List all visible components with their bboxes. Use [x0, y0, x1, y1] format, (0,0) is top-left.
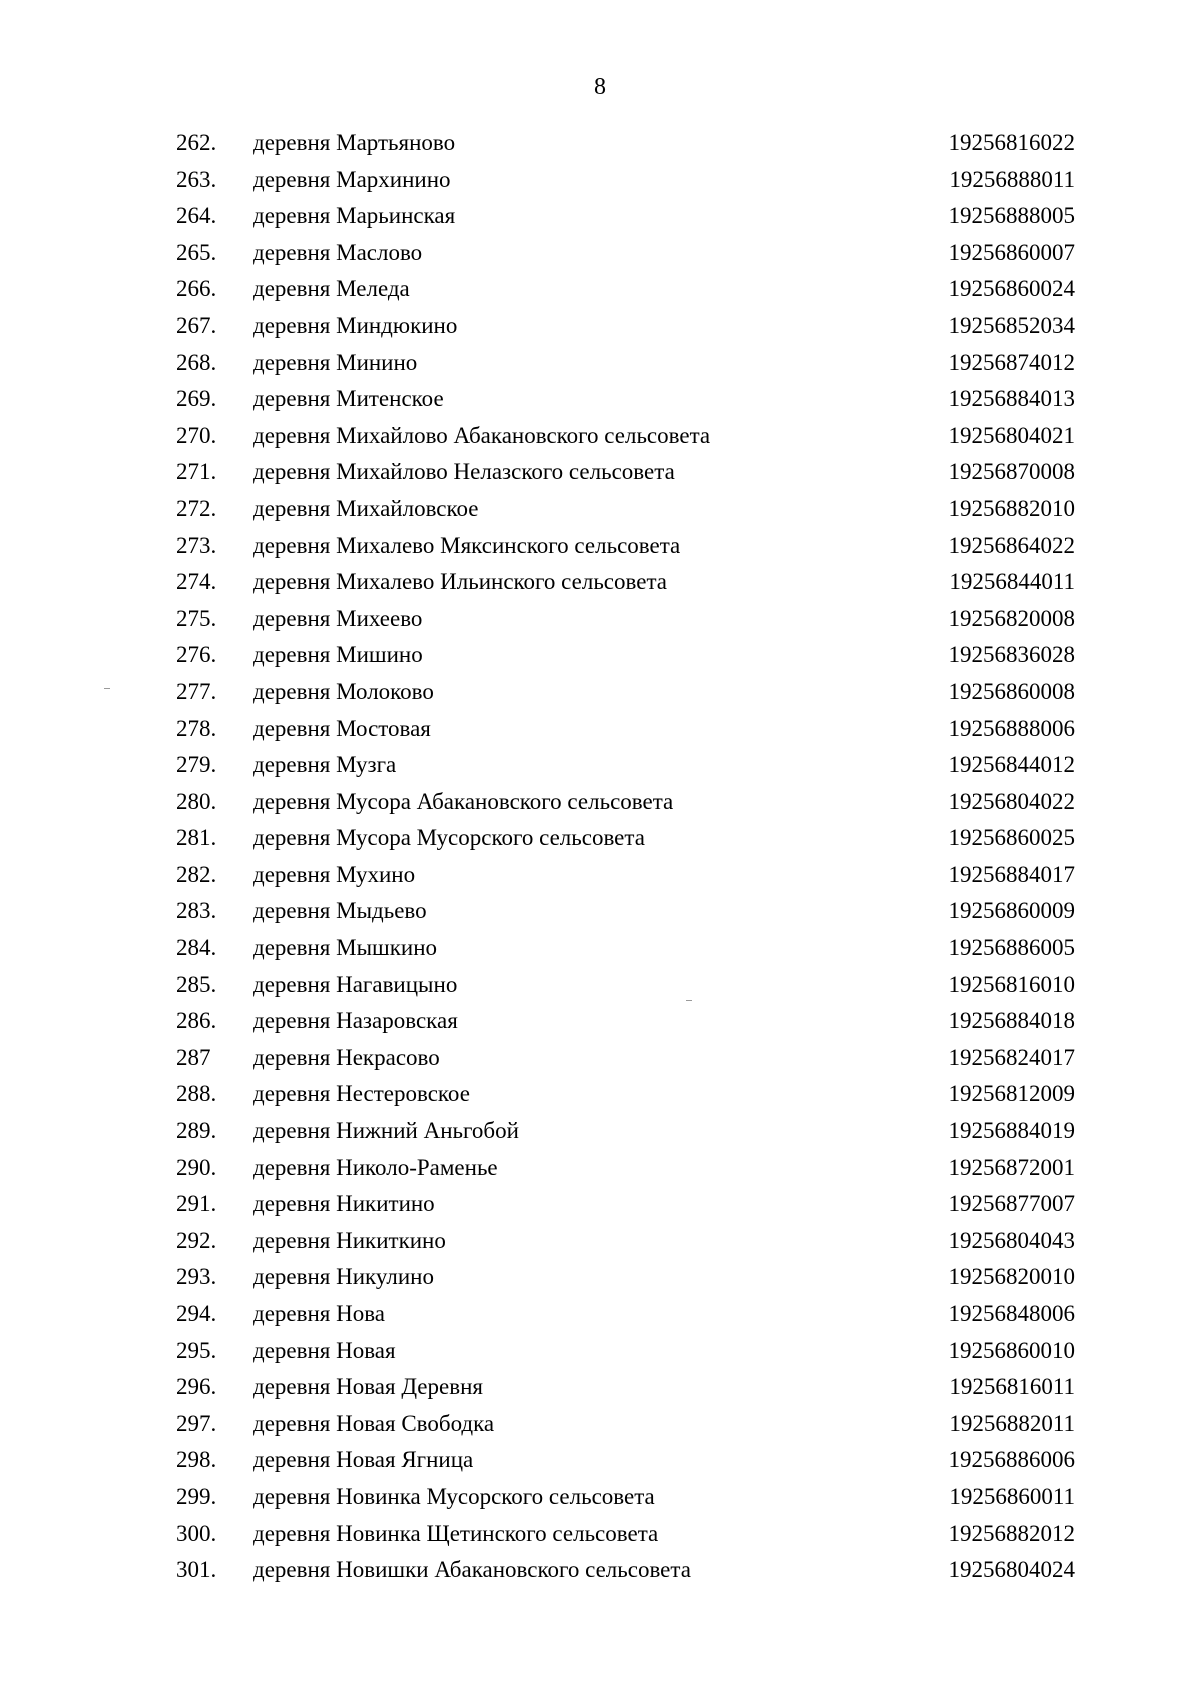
list-item — [0, 1006, 1200, 1043]
oktmo-code: 19256860011 — [949, 1483, 1075, 1509]
list-item — [0, 494, 1200, 531]
item-number: 290. — [176, 1154, 217, 1180]
item-number: 301. — [176, 1557, 217, 1583]
oktmo-code: 19256816022 — [948, 130, 1075, 155]
settlement-name: деревня Нагавицыно — [253, 971, 458, 997]
settlement-name: деревня Мышкино — [253, 935, 438, 961]
settlement-name: деревня Мусора Абакановского сельсовета — [253, 788, 674, 814]
settlement-name: деревня Мыдьево — [253, 898, 427, 924]
oktmo-code: 19256860024 — [948, 276, 1075, 302]
oktmo-code: 19256874012 — [948, 349, 1075, 375]
list-item — [0, 384, 1200, 421]
list-item — [0, 750, 1200, 787]
settlement-name: деревня Митенское — [253, 386, 444, 412]
oktmo-code: 19256848006 — [948, 1301, 1075, 1326]
list-item — [0, 787, 1200, 824]
list-item — [0, 1079, 1200, 1116]
oktmo-code: 19256852034 — [948, 312, 1075, 338]
item-number: 282. — [176, 861, 217, 887]
settlement-name: деревня Никулино — [253, 1264, 434, 1290]
oktmo-code: 19256877007 — [948, 1191, 1075, 1217]
settlement-name: деревня Новая — [253, 1337, 396, 1363]
item-number: 280. — [176, 788, 217, 814]
list-item — [0, 457, 1200, 494]
item-number: 281. — [176, 825, 217, 851]
settlement-name: деревня Некрасово — [253, 1044, 440, 1070]
oktmo-code: 19256860007 — [948, 239, 1075, 265]
item-number: 284. — [176, 935, 217, 961]
list-item — [0, 531, 1200, 568]
item-number: 268. — [176, 349, 217, 375]
list-item — [0, 1409, 1200, 1446]
list-item — [0, 604, 1200, 641]
oktmo-code: 19256844011 — [949, 569, 1075, 595]
item-number: 274. — [176, 569, 217, 595]
item-number: 299. — [176, 1483, 217, 1509]
item-number: 272. — [176, 495, 217, 521]
oktmo-code: 19256860025 — [948, 825, 1075, 851]
item-number: 267. — [176, 312, 217, 338]
item-number: 291. — [176, 1191, 217, 1217]
settlement-name: деревня Нова — [253, 1301, 385, 1326]
settlement-name: деревня Минино — [253, 349, 418, 375]
item-number: 283. — [176, 898, 217, 924]
list-item — [0, 1262, 1200, 1299]
oktmo-code: 19256884019 — [948, 1118, 1075, 1144]
oktmo-code: 19256888006 — [948, 715, 1075, 741]
oktmo-code: 19256888011 — [949, 166, 1075, 192]
oktmo-code: 19256886006 — [948, 1447, 1075, 1473]
oktmo-code: 19256860008 — [948, 678, 1075, 704]
list-item — [0, 1555, 1200, 1592]
settlement-name: деревня Михайлово Абакановского сельсовета — [253, 422, 711, 448]
item-number: 285. — [176, 971, 217, 997]
oktmo-code: 19256804022 — [948, 788, 1075, 814]
item-number: 275. — [176, 605, 217, 631]
list-item — [0, 1043, 1200, 1080]
scan-speck — [104, 688, 110, 689]
oktmo-code: 19256884013 — [948, 386, 1075, 412]
oktmo-code: 19256864022 — [948, 532, 1075, 558]
oktmo-code: 19256882011 — [949, 1410, 1075, 1436]
list-item — [0, 567, 1200, 604]
settlement-name: деревня Нестеровское — [253, 1081, 470, 1107]
item-number: 271. — [176, 459, 217, 485]
list-item — [0, 348, 1200, 385]
oktmo-code: 19256884018 — [948, 1008, 1075, 1034]
item-number: 278. — [176, 715, 217, 741]
list-item — [0, 1153, 1200, 1190]
settlement-name: деревня Мусора Мусорского сельсовета — [253, 825, 645, 851]
list-item — [0, 1116, 1200, 1153]
item-number: 287 — [176, 1044, 211, 1070]
item-number: 269. — [176, 386, 217, 412]
oktmo-code: 19256824017 — [948, 1044, 1075, 1070]
list-item — [0, 1336, 1200, 1373]
list-item — [0, 1189, 1200, 1226]
item-number: 264. — [176, 203, 217, 229]
list-item — [0, 311, 1200, 348]
item-number: 273. — [176, 532, 217, 558]
scan-speck — [686, 1000, 692, 1001]
list-item — [0, 421, 1200, 458]
settlement-name: деревня Марьинская — [253, 203, 456, 229]
oktmo-code: 19256816011 — [949, 1374, 1075, 1400]
settlement-name: деревня Мартьяново — [253, 130, 456, 155]
item-number: 286. — [176, 1008, 217, 1034]
settlement-name: деревня Маслово — [253, 239, 423, 265]
settlement-name: деревня Михайловское — [253, 495, 479, 521]
settlement-name: деревня Молоково — [253, 678, 434, 704]
item-number: 279. — [176, 752, 217, 778]
oktmo-code: 19256884017 — [948, 861, 1075, 887]
item-number: 276. — [176, 642, 217, 668]
list-item — [0, 1482, 1200, 1519]
settlement-name: деревня Нижний Аньгобой — [253, 1118, 519, 1144]
settlement-name: деревня Михалево Ильинского сельсовета — [253, 569, 667, 595]
item-number: 277. — [176, 678, 217, 704]
list-item — [0, 640, 1200, 677]
settlement-list — [0, 128, 1200, 1592]
item-number: 262. — [176, 130, 217, 155]
settlement-name: деревня Мостовая — [253, 715, 431, 741]
item-number: 289. — [176, 1118, 217, 1144]
list-item — [0, 128, 1200, 165]
oktmo-code: 19256804024 — [948, 1557, 1075, 1583]
list-item — [0, 860, 1200, 897]
oktmo-code: 19256820008 — [948, 605, 1075, 631]
oktmo-code: 19256820010 — [948, 1264, 1075, 1290]
oktmo-code: 19256860009 — [948, 898, 1075, 924]
item-number: 265. — [176, 239, 217, 265]
settlement-name: деревня Меледа — [253, 276, 410, 302]
list-item — [0, 1299, 1200, 1336]
oktmo-code: 19256888005 — [948, 203, 1075, 229]
item-number: 300. — [176, 1520, 217, 1546]
item-number: 293. — [176, 1264, 217, 1290]
oktmo-code: 19256816010 — [948, 971, 1075, 997]
list-item — [0, 165, 1200, 202]
list-item — [0, 677, 1200, 714]
settlement-name: деревня Новинка Мусорского сельсовета — [253, 1483, 655, 1509]
oktmo-code: 19256872001 — [948, 1154, 1075, 1180]
settlement-name: деревня Никиткино — [253, 1227, 446, 1253]
list-item — [0, 823, 1200, 860]
settlement-name: деревня Михалево Мяксинского сельсовета — [253, 532, 681, 558]
oktmo-code: 19256882010 — [948, 495, 1075, 521]
oktmo-code: 19256804021 — [948, 422, 1075, 448]
list-item — [0, 201, 1200, 238]
settlement-name: деревня Николо-Раменье — [253, 1154, 498, 1180]
list-item — [0, 1445, 1200, 1482]
item-number: 294. — [176, 1301, 217, 1326]
list-item — [0, 274, 1200, 311]
settlement-name: деревня Михеево — [253, 605, 423, 631]
list-item — [0, 714, 1200, 751]
settlement-name: деревня Новинка Щетинского сельсовета — [253, 1520, 659, 1546]
settlement-name: деревня Новишки Абакановского сельсовета — [253, 1557, 691, 1583]
list-item — [0, 1372, 1200, 1409]
item-number: 292. — [176, 1227, 217, 1253]
oktmo-code: 19256882012 — [948, 1520, 1075, 1546]
item-number: 270. — [176, 422, 217, 448]
item-number: 297. — [176, 1410, 217, 1436]
settlement-name: деревня Новая Деревня — [253, 1374, 483, 1400]
settlement-name: деревня Мухино — [253, 861, 416, 887]
oktmo-code: 19256870008 — [948, 459, 1075, 485]
settlement-name: деревня Мишино — [253, 642, 423, 668]
list-item — [0, 1226, 1200, 1263]
oktmo-code: 19256860010 — [948, 1337, 1075, 1363]
list-item — [0, 970, 1200, 1007]
oktmo-code: 19256812009 — [948, 1081, 1075, 1107]
settlement-name: деревня Никитино — [253, 1191, 435, 1217]
list-item — [0, 238, 1200, 275]
list-item — [0, 933, 1200, 970]
list-item — [0, 1519, 1200, 1556]
item-number: 296. — [176, 1374, 217, 1400]
oktmo-code: 19256886005 — [948, 935, 1075, 961]
oktmo-code: 19256844012 — [948, 752, 1075, 778]
oktmo-code: 19256804043 — [948, 1227, 1075, 1253]
item-number: 295. — [176, 1337, 217, 1363]
settlement-name: деревня Миндюкино — [253, 312, 458, 338]
settlement-name: деревня Назаровская — [253, 1008, 458, 1034]
oktmo-code: 19256836028 — [948, 642, 1075, 668]
item-number: 263. — [176, 166, 217, 192]
page-number: 8 — [594, 74, 606, 100]
settlement-name: деревня Новая Ягница — [253, 1447, 474, 1473]
settlement-name: деревня Музга — [253, 752, 397, 778]
item-number: 288. — [176, 1081, 217, 1107]
settlement-name: деревня Новая Свободка — [253, 1410, 495, 1436]
item-number: 298. — [176, 1447, 217, 1473]
list-item — [0, 896, 1200, 933]
settlement-name: деревня Мархинино — [253, 166, 451, 192]
item-number: 266. — [176, 276, 217, 302]
settlement-name: деревня Михайлово Нелазского сельсовета — [253, 459, 675, 485]
